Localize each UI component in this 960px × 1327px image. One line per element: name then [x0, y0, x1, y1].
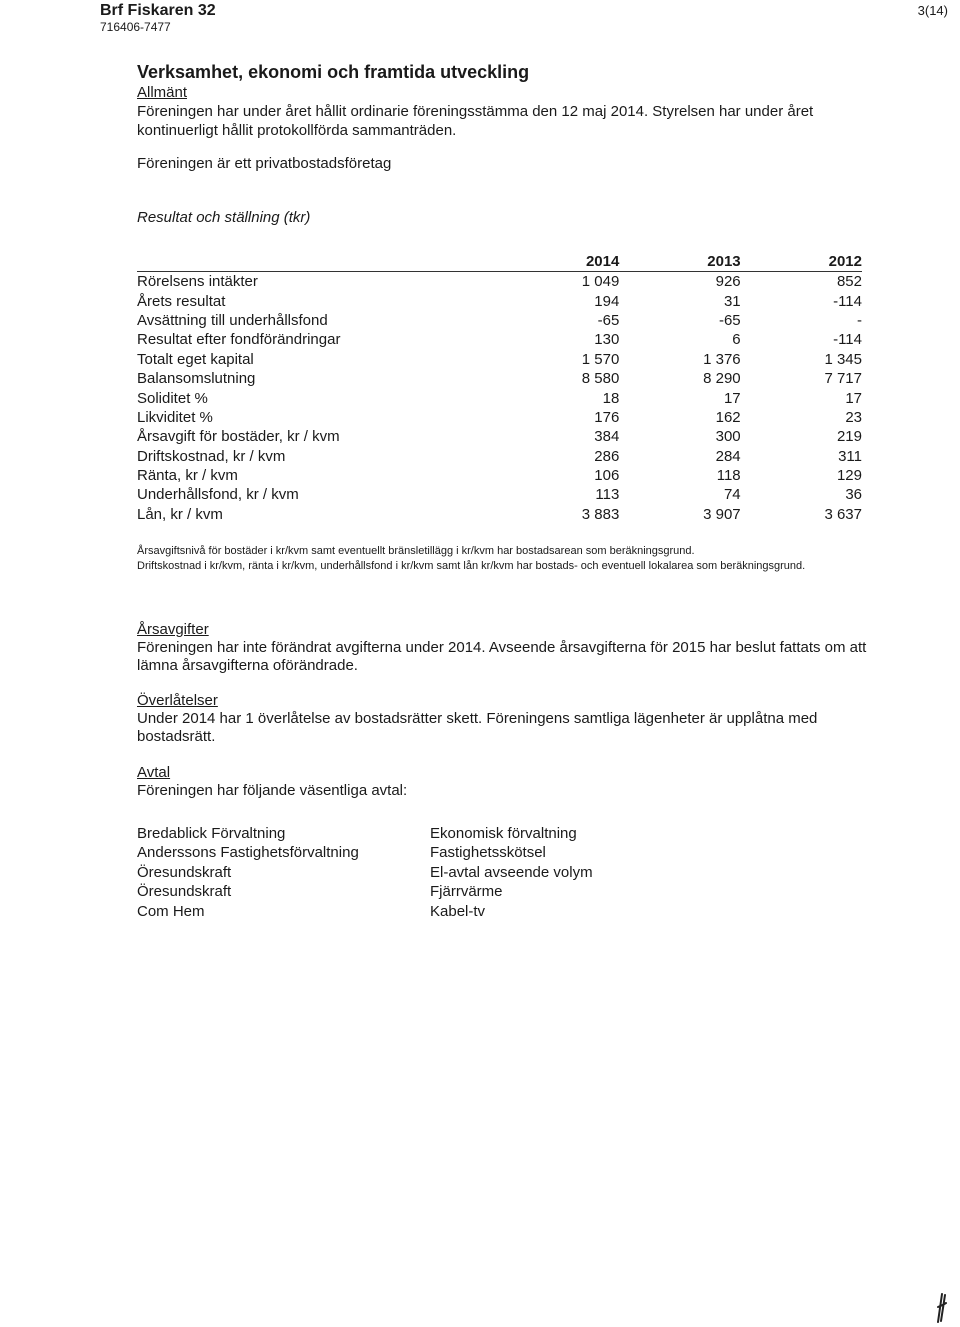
row-value: 6 [732, 331, 741, 349]
paragraph-company-type: Föreningen är ett privatbostadsföretag [137, 155, 392, 172]
list-item [137, 843, 593, 862]
row-value: - [857, 311, 862, 329]
row-value: 17 [845, 389, 862, 407]
page-number: 3(14) [917, 3, 948, 18]
financial-table [137, 251, 862, 524]
agreement-party: Com Hem [137, 902, 205, 920]
row-value: -65 [597, 311, 620, 329]
agreement-service: Fastighetsskötsel [430, 844, 546, 862]
row-value: 7 717 [824, 370, 862, 388]
header-year-2013: 2013 [619, 251, 740, 272]
table-row [137, 427, 862, 446]
row-value: 162 [715, 408, 741, 426]
row-value: 8 290 [703, 370, 741, 388]
paragraph-overlatelser: Under 2014 har 1 överlåtelse av bostadsrätter skett. Föreningens samtliga lägenheter är upplåtna med bostadsrätt. [137, 710, 818, 745]
table-row [137, 466, 862, 485]
row-value: 1 570 [581, 350, 620, 368]
section-title: Verksamhet, ekonomi och framtida utveckling [137, 62, 530, 82]
agreement-service: Ekonomisk förvaltning [430, 825, 577, 842]
header-year-2012: 2012 [741, 251, 862, 272]
row-value: 31 [723, 292, 741, 310]
agreements-list [137, 824, 593, 921]
row-value: 1 345 [824, 350, 862, 368]
row-value: 3 637 [824, 505, 862, 523]
row-value: 36 [845, 486, 862, 504]
initials-mark [934, 1293, 948, 1323]
row-value: 130 [594, 331, 620, 349]
table-row [137, 350, 862, 369]
row-value: 219 [836, 428, 862, 446]
list-item [137, 824, 593, 843]
row-value: 286 [594, 447, 620, 465]
row-value: 118 [716, 467, 741, 485]
table-row [137, 330, 862, 349]
agreement-service: El-avtal avseende volym [430, 863, 593, 881]
paragraph-allmant: Föreningen har under året hållit ordinarie föreningsstämma den 12 maj 2014. Styrelsen har under året kontinuerligt hållit protokollförda sammanträden. [137, 103, 814, 139]
heading-avtal: Avtal [137, 764, 171, 781]
paragraph-avtal: Föreningen har följande väsentliga avtal: [137, 782, 408, 799]
row-label: Resultat efter fondförändringar [137, 331, 341, 349]
row-label: Årsavgift för bostäder, kr / kvm [137, 428, 340, 446]
row-value: 106 [594, 467, 620, 485]
header-year-2014: 2014 [498, 251, 619, 272]
row-value: 384 [594, 428, 620, 446]
agreement-party: Bredablick Förvaltning [137, 825, 286, 842]
row-value: 926 [715, 273, 741, 291]
list-item [137, 902, 593, 921]
row-value: 176 [594, 408, 620, 426]
table-notes [137, 544, 837, 573]
heading-overlatelser: Överlåtelser [137, 692, 218, 709]
row-label: Ränta, kr / kvm [137, 467, 238, 485]
note-arsavgift: Årsavgiftsnivå för bostäder i kr/kvm samt eventuellt bränsletillägg i kr/kvm har bostadsarean som beräkningsgrund. [137, 545, 695, 557]
table-row [137, 369, 862, 388]
row-value: -65 [718, 311, 741, 329]
row-value: 23 [845, 408, 862, 426]
row-label: Totalt eget kapital [137, 350, 254, 368]
heading-arsavgifter: Årsavgifter [137, 621, 209, 638]
paragraph-arsavgifter: Föreningen har inte förändrat avgifterna under 2014. Avseende årsavgifterna för 2015 har beslut fattats om att lämna årsavgifterna oförändrade. [137, 639, 867, 674]
row-label: Soliditet % [137, 389, 208, 407]
row-value: 1 049 [581, 273, 620, 291]
row-value: 3 883 [581, 505, 620, 523]
row-value: -114 [833, 292, 862, 310]
row-label: Balansomslutning [137, 370, 256, 388]
agreement-party: Öresundskraft [137, 883, 232, 901]
table-row [137, 291, 862, 310]
table-header-row [137, 251, 862, 272]
row-label: Lån, kr / kvm [137, 505, 223, 523]
table-row [137, 447, 862, 466]
row-value: 74 [723, 486, 741, 504]
row-value: -114 [833, 331, 862, 349]
table-caption: Resultat och ställning (tkr) [137, 209, 311, 226]
note-driftskostnad: Driftskostnad i kr/kvm, ränta i kr/kvm, underhållsfond i kr/kvm samt lån kr/kvm har bostads- och eventuell lokalarea som beräkningsgrund. [137, 559, 806, 572]
agreement-party: Anderssons Fastighetsförvaltning [137, 844, 359, 862]
table-row [137, 505, 862, 524]
agreement-service: Fjärrvärme [430, 883, 503, 901]
row-label: Driftskostnad, kr / kvm [137, 447, 286, 465]
heading-allmant: Allmänt [137, 84, 188, 101]
row-value: 8 580 [581, 370, 620, 388]
table-row [137, 485, 862, 504]
row-value: 311 [838, 447, 862, 465]
row-value: 852 [836, 273, 862, 291]
row-label: Likviditet % [137, 408, 213, 426]
row-value: 194 [594, 292, 620, 310]
organization-name: Brf Fiskaren 32 [100, 2, 216, 19]
table-row [137, 272, 862, 292]
agreement-service: Kabel-tv [430, 902, 486, 920]
row-value: 1 376 [703, 350, 741, 368]
table-row [137, 311, 862, 330]
row-label: Rörelsens intäkter [137, 273, 258, 291]
row-value: 113 [595, 486, 620, 504]
row-label: Avsättning till underhållsfond [137, 311, 328, 329]
list-item [137, 863, 593, 882]
table-row [137, 388, 862, 407]
list-item [137, 882, 593, 901]
row-value: 17 [723, 389, 741, 407]
row-value: 18 [602, 389, 620, 407]
row-value: 284 [715, 447, 741, 465]
organization-number: 716406-7477 [100, 20, 171, 34]
agreement-party: Öresundskraft [137, 863, 232, 881]
header-label-cell [137, 251, 498, 272]
row-value: 3 907 [703, 505, 741, 523]
row-label: Årets resultat [137, 292, 226, 310]
row-value: 129 [836, 467, 862, 485]
table-row [137, 408, 862, 427]
row-label: Underhållsfond, kr / kvm [137, 486, 299, 504]
row-value: 300 [715, 428, 741, 446]
